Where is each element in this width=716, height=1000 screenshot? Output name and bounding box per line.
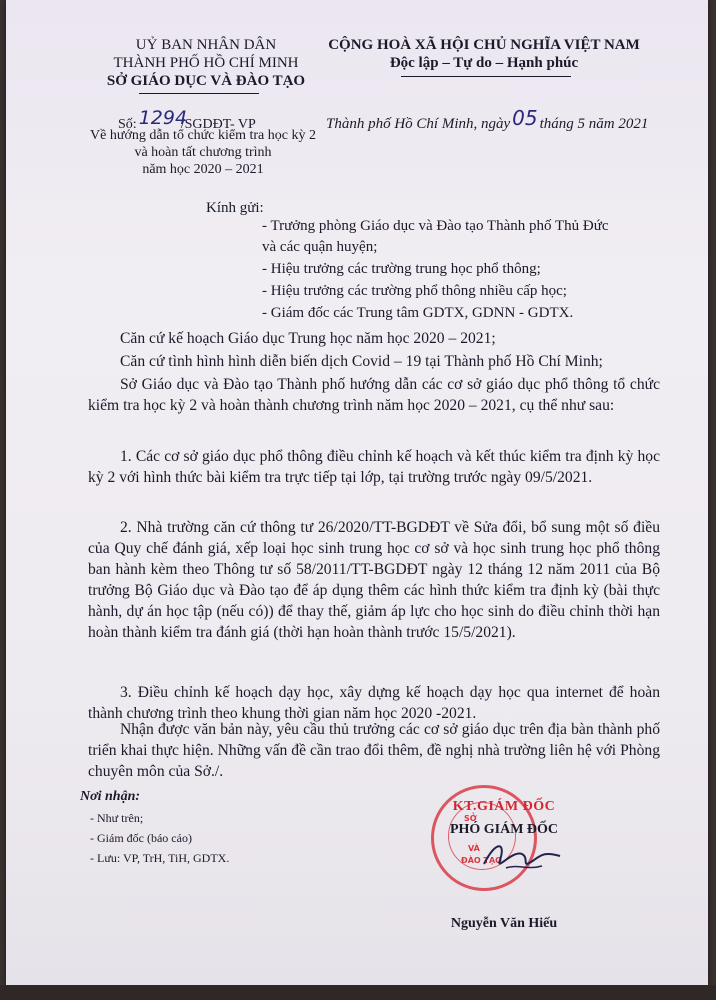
- item-3-text: 3. Điều chỉnh kế hoạch dạy học, xây dựng kế hoạch dạy học qua internet để hoàn thành chương trình theo khung thời gian năm học 2020 -2021.: [88, 684, 660, 722]
- subject-line-3: năm học 2020 – 2021: [142, 162, 264, 177]
- agency-parent: UỶ BAN NHÂN DÂN: [135, 37, 277, 53]
- distribution-item-3: - Lưu: VP, TrH, TiH, GDTX.: [90, 851, 230, 865]
- doc-number-suffix: /SGDĐT- VP: [180, 117, 256, 132]
- recipients-heading: Kính gửi:: [206, 200, 264, 216]
- header-underline-right: [401, 76, 571, 77]
- date-day-handwritten: 05: [512, 106, 538, 130]
- recipient-1b: và các quận huyện;: [262, 239, 378, 255]
- signature-title-2: PHÓ GIÁM ĐỐC: [449, 822, 559, 837]
- date-prefix: Thành phố Hồ Chí Minh, ngày: [326, 116, 511, 132]
- subject-line-1: Về hướng dẫn tổ chức kiểm tra học kỳ 2: [90, 128, 316, 143]
- signer-name: Nguyễn Văn Hiếu: [450, 916, 558, 931]
- distribution-heading: Nơi nhận:: [80, 789, 141, 804]
- date-suffix: tháng 5 năm 2021: [539, 116, 649, 132]
- item-1-text: 1. Các cơ sở giáo dục phổ thông điều chỉnh kế hoạch và kết thúc kiểm tra định kỳ học kỳ 2 với hình thức bài kiểm tra trực tiếp tại lớp, tại trường trước ngày 09/5/2021.: [88, 448, 660, 486]
- agency-name: SỞ GIÁO DỤC VÀ ĐÀO TẠO: [106, 73, 306, 89]
- signature-title-1: KT.GIÁM ĐỐC: [452, 799, 556, 814]
- seal-text-so: SỞ: [464, 814, 477, 823]
- item-2-text: 2. Nhà trường căn cứ thông tư 26/2020/TT-BGDĐT về Sửa đổi, bổ sung một số điều của Quy chế đánh giá, xếp loại học sinh trung học cơ sở và học sinh trung học phổ thông ban hành kèm theo Thông tư số 58/2011/TT-BGDĐT ngày 12 tháng 12 năm 2011 của Bộ trưởng Bộ Giáo dục và Đào tạo để áp dụng thêm các hình thức kiểm tra định kỳ (bài thực hành, dự án học tập (nếu có)) để thay thế, giảm áp lực cho học sinh do điều chỉnh thời hạn hoàn thành kiểm tra đánh giá (thời hạn hoàn thành trước 15/5/2021).: [88, 519, 660, 641]
- basis-2-text: Căn cứ tình hình hình diễn biến dịch Covid – 19 tại Thành phố Hồ Chí Minh;: [120, 353, 603, 370]
- recipient-4: - Giám đốc các Trung tâm GDTX, GDNN - GDTX.: [262, 305, 574, 321]
- distribution-item-1: - Như trên;: [90, 811, 144, 825]
- closing-paragraph: [88, 719, 660, 782]
- item-3: [88, 682, 660, 724]
- agency-city: THÀNH PHỐ HỒ CHÍ MINH: [113, 55, 299, 71]
- document-page: [6, 0, 708, 985]
- recipient-1: - Trưởng phòng Giáo dục và Đào tạo Thành phố Thủ Đức: [262, 218, 609, 234]
- handwritten-signature: [476, 830, 566, 880]
- intro-paragraph: [88, 374, 660, 416]
- recipient-3: - Hiệu trưởng các trường phổ thông nhiều cấp học;: [262, 283, 567, 299]
- doc-number-handwritten: 1294: [138, 107, 188, 129]
- basis-2: [88, 351, 660, 372]
- seal-text-va: VÀ: [468, 844, 480, 853]
- closing-text: Nhận được văn bản này, yêu cầu thủ trưởng các cơ sở giáo dục trên địa bàn thành phố triển khai thực hiện. Những vấn đề cần trao đổi thêm, đề nghị nhà trường liên hệ với Phòng chuyên môn của Sở./.: [88, 721, 660, 780]
- basis-1-text: Căn cứ kế hoạch Giáo dục Trung học năm học 2020 – 2021;: [120, 330, 496, 347]
- basis-1: [88, 328, 660, 349]
- item-1: [88, 446, 660, 488]
- item-2: [88, 517, 660, 643]
- background-edge: [0, 985, 716, 1000]
- doc-date: [326, 106, 649, 133]
- intro-text: Sở Giáo dục và Đào tạo Thành phố hướng dẫn các cơ sở giáo dục phổ thông tổ chức kiểm tra học kỳ 2 và hoàn thành chương trình năm học 2020 – 2021, cụ thể như sau:: [88, 376, 660, 414]
- distribution-item-2: - Giám đốc (báo cáo): [90, 831, 192, 845]
- recipient-2: - Hiệu trưởng các trường trung học phổ thông;: [262, 261, 541, 277]
- national-title: CỘNG HOÀ XÃ HỘI CHỦ NGHĨA VIỆT NAM: [328, 37, 640, 53]
- subject-line-2: và hoàn tất chương trình: [134, 145, 272, 160]
- national-motto: Độc lập – Tự do – Hạnh phúc: [389, 55, 579, 71]
- header-underline-left: [139, 93, 259, 94]
- seal-text-dao-tao: ĐÀO TẠO: [461, 856, 502, 865]
- doc-number-label: Số:: [118, 117, 137, 132]
